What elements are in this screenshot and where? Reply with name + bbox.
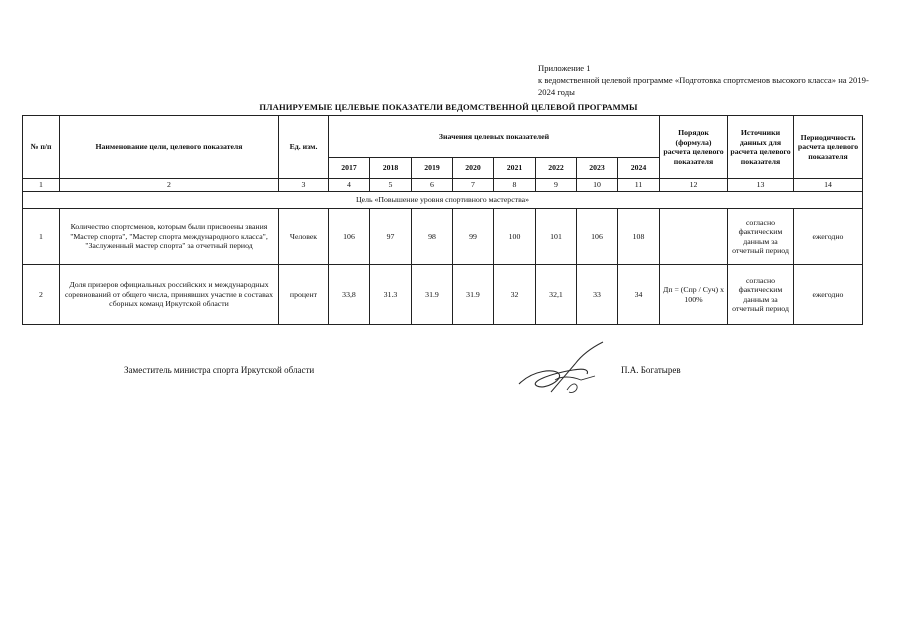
value-cell: 108 <box>618 209 660 265</box>
column-number: 11 <box>618 179 660 192</box>
table-row <box>23 265 863 325</box>
appendix-line-2: к ведомственной целевой программе «Подготовка спортсменов высокого класса» на 2019-2024 годы <box>538 75 869 97</box>
appendix-line-1: Приложение 1 <box>538 63 591 73</box>
column-number: 2 <box>60 179 279 192</box>
column-number: 13 <box>728 179 794 192</box>
formula-cell: Дп = (Спр / Суч) х 100% <box>660 265 728 325</box>
year-header: 2023 <box>577 158 618 179</box>
column-number: 3 <box>279 179 329 192</box>
value-cell: 98 <box>412 209 453 265</box>
targets-table <box>22 115 863 325</box>
column-number: 7 <box>453 179 494 192</box>
header-formula: Порядок (формула) расчета целевого показателя <box>660 116 728 179</box>
unit-cell: процент <box>279 265 329 325</box>
row-number: 1 <box>23 209 60 265</box>
column-number: 8 <box>494 179 536 192</box>
column-number: 9 <box>536 179 577 192</box>
year-header: 2024 <box>618 158 660 179</box>
year-header: 2019 <box>412 158 453 179</box>
year-header: 2021 <box>494 158 536 179</box>
header-unit: Ед. изм. <box>279 116 329 179</box>
period-cell: ежегодно <box>794 265 863 325</box>
value-cell: 106 <box>329 209 370 265</box>
source-cell: согласно фактическим данным за отчетный период <box>728 265 794 325</box>
value-cell: 32 <box>494 265 536 325</box>
column-number-row <box>23 179 863 192</box>
value-cell: 31.9 <box>453 265 494 325</box>
column-number: 6 <box>412 179 453 192</box>
header-values: Значения целевых показателей <box>329 116 660 158</box>
value-cell: 33,8 <box>329 265 370 325</box>
value-cell: 31.9 <box>412 265 453 325</box>
goal-label: Цель «Повышение уровня спортивного мастерства» <box>23 192 863 209</box>
header-name: Наименование цели, целевого показателя <box>60 116 279 179</box>
value-cell: 32,1 <box>536 265 577 325</box>
header-sources: Источники данных для расчета целевого показателя <box>728 116 794 179</box>
signatory-name: П.А. Богатырев <box>621 365 681 375</box>
value-cell: 106 <box>577 209 618 265</box>
value-cell: 97 <box>370 209 412 265</box>
indicator-name: Количество спортсменов, которым были присвоены звания "Мастер спорта", "Мастер спорта международного класса", "Заслуженный мастер спорта" за отчетный период <box>60 209 279 265</box>
source-cell: согласно фактическим данным за отчетный период <box>728 209 794 265</box>
year-header: 2022 <box>536 158 577 179</box>
signatory-position: Заместитель министра спорта Иркутской области <box>124 365 315 375</box>
column-number: 14 <box>794 179 863 192</box>
column-number: 4 <box>329 179 370 192</box>
value-cell: 33 <box>577 265 618 325</box>
document-title: ПЛАНИРУЕМЫЕ ЦЕЛЕВЫЕ ПОКАЗАТЕЛИ ВЕДОМСТВЕННОЙ ЦЕЛЕВОЙ ПРОГРАММЫ <box>259 102 638 112</box>
table-row <box>23 209 863 265</box>
period-cell: ежегодно <box>794 209 863 265</box>
goal-row <box>23 192 863 209</box>
indicator-name: Доля призеров официальных российских и международных соревнований от общего числа, принявших участие в составах сборных команд Иркутской области <box>60 265 279 325</box>
column-number: 10 <box>577 179 618 192</box>
signature-image <box>515 340 615 398</box>
value-cell: 101 <box>536 209 577 265</box>
header-period: Периодичность расчета целевого показателя <box>794 116 863 179</box>
column-number: 5 <box>370 179 412 192</box>
value-cell: 31.3 <box>370 265 412 325</box>
formula-cell <box>660 209 728 265</box>
column-number: 12 <box>660 179 728 192</box>
row-number: 2 <box>23 265 60 325</box>
year-header: 2018 <box>370 158 412 179</box>
value-cell: 34 <box>618 265 660 325</box>
appendix-note <box>538 62 878 98</box>
year-header: 2020 <box>453 158 494 179</box>
value-cell: 99 <box>453 209 494 265</box>
value-cell: 100 <box>494 209 536 265</box>
header-row <box>23 116 863 158</box>
header-num: № п/п <box>23 116 60 179</box>
year-header: 2017 <box>329 158 370 179</box>
unit-cell: Человек <box>279 209 329 265</box>
column-number: 1 <box>23 179 60 192</box>
